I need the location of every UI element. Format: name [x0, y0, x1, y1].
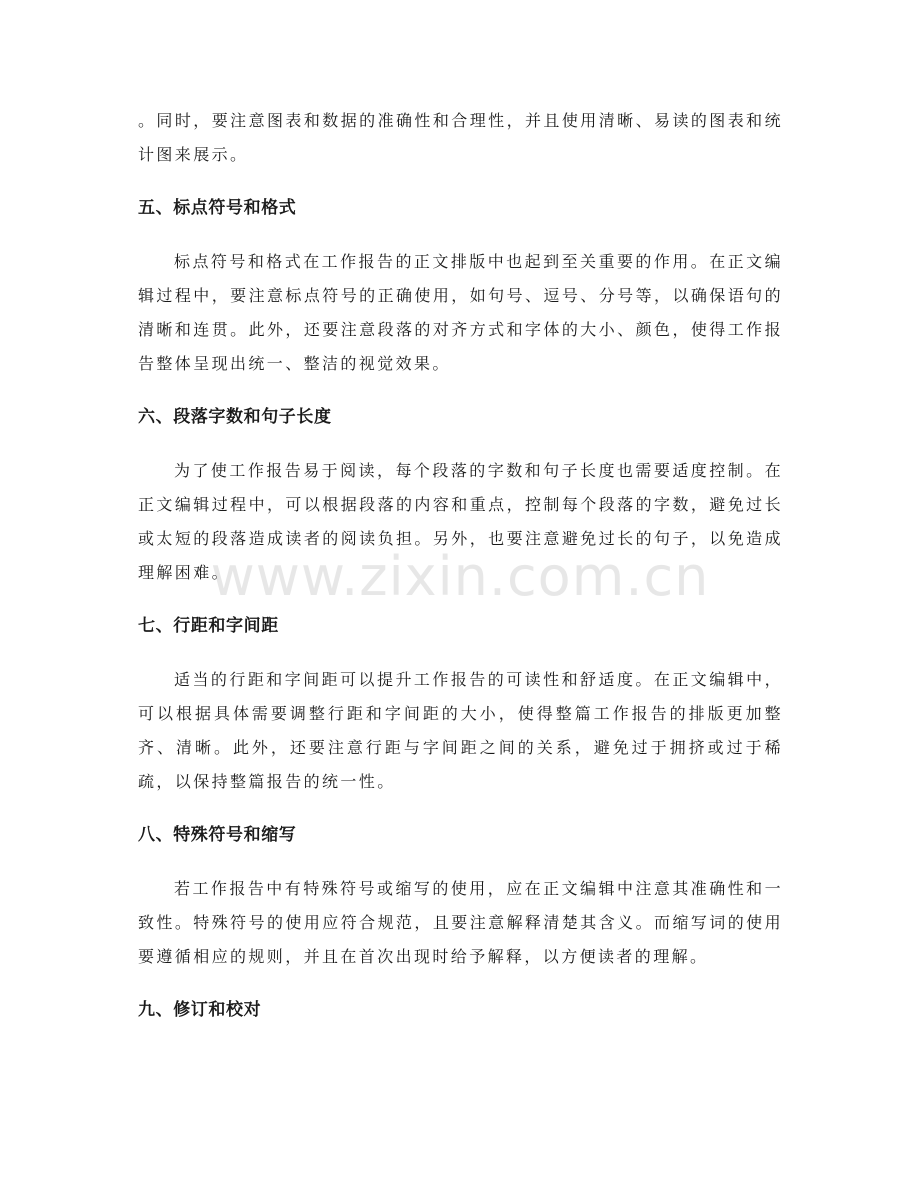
spacer	[138, 434, 783, 454]
section-heading-7: 七、行距和字间距	[138, 616, 279, 636]
section-heading-8: 八、特殊符号和缩写	[138, 825, 297, 845]
spacer	[138, 225, 783, 245]
section-heading-9: 九、修订和校对	[138, 1000, 262, 1020]
spacer	[138, 799, 783, 818]
spacer	[138, 643, 783, 663]
spacer	[138, 381, 783, 400]
intro-continuation-paragraph: 。同时，要注意图表和数据的准确性和合理性，并且使用清晰、易读的图表和统计图来展示。	[138, 111, 783, 164]
spacer	[138, 590, 783, 609]
section-body-7: 适当的行距和字间距可以提升工作报告的可读性和舒适度。在正文编辑中，可以根据具体需要调整行距和字间距的大小，使得整篇工作报告的排版更加整齐、清晰。此外，还要注意行距与字间距之间的关系，避免过于拥挤或过于稀疏，以保持整篇报告的统一性。	[138, 670, 783, 791]
spacer	[138, 852, 783, 872]
section-body-8: 若工作报告中有特殊符号或缩写的使用，应在正文编辑中注意其准确性和一致性。特殊符号的使用应符合规范，且要注意解释清楚其含义。而缩写词的使用要遵循相应的规则，并且在首次出现时给予解释，以方便读者的理解。	[138, 879, 783, 966]
watermark-text: www.zixin.com.cn	[210, 545, 710, 608]
spacer	[138, 172, 783, 191]
section-body-5: 标点符号和格式在工作报告的正文排版中也起到至关重要的作用。在正文编辑过程中，要注意标点符号的正确使用，如句号、逗号、分号等，以确保语句的清晰和连贯。此外，还要注意段落的对齐方式和字体的大小、颜色，使得工作报告整体呈现出统一、整洁的视觉效果。	[138, 252, 783, 373]
section-heading-5: 五、标点符号和格式	[138, 198, 297, 218]
section-heading-6: 六、段落字数和句子长度	[138, 407, 332, 427]
spacer	[138, 974, 783, 993]
document-body	[138, 104, 783, 1027]
section-body-6: 为了使工作报告易于阅读，每个段落的字数和句子长度也需要适度控制。在正文编辑过程中，可以根据段落的内容和重点，控制每个段落的字数，避免过长或太短的段落造成读者的阅读负担。另外，也要注意避免过长的句子，以免造成理解困难。	[138, 461, 783, 582]
